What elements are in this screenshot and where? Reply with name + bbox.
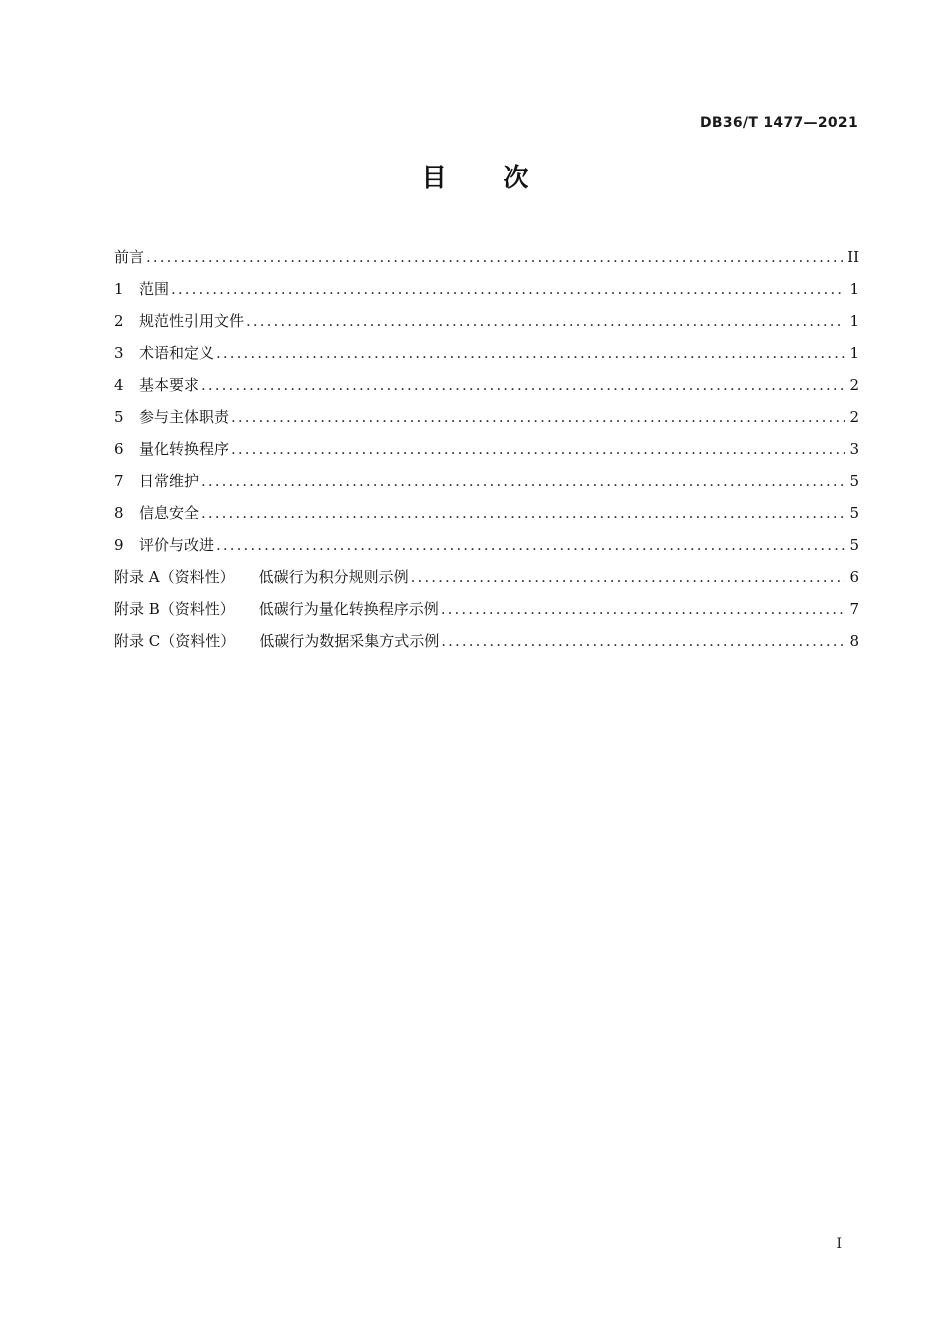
toc-entry-foreword[interactable] [114,245,859,277]
toc-dot-leader [246,309,845,333]
toc-appendix-prefix: 附录 A（资料性） [114,568,235,586]
toc-entry-label: 参与主体职责 [139,408,230,426]
toc-entry-label: 量化转换程序 [139,440,230,458]
toc-entry-appendix-a[interactable] [114,565,859,597]
toc-entry-page: 2 [849,376,859,394]
toc-entry-page: 6 [849,568,859,586]
toc-entry-label: 低碳行为积分规则示例 [258,568,409,586]
toc-entry-5[interactable] [114,405,859,437]
toc-dot-leader [171,277,845,301]
table-of-contents [114,245,859,661]
toc-entry-number: 8 [114,504,124,522]
toc-entry-label: 基本要求 [139,376,200,394]
toc-dot-leader [216,341,845,365]
toc-entry-label: 范围 [139,280,170,298]
toc-dot-leader [201,373,845,397]
toc-entry-number: 3 [114,344,124,362]
toc-entry-label: 低碳行为数据采集方式示例 [259,632,440,650]
toc-dot-leader [411,565,846,589]
toc-entry-number: 2 [114,312,124,330]
toc-entry-page: 1 [849,344,859,362]
toc-entry-page: 7 [849,600,859,618]
toc-appendix-prefix: 附录 B（资料性） [114,600,235,618]
toc-dot-leader [201,469,845,493]
toc-dot-leader [201,501,845,525]
toc-entry-label: 规范性引用文件 [139,312,245,330]
toc-entry-appendix-b[interactable] [114,597,859,629]
toc-entry-label: 前言 [114,248,145,266]
toc-entry-page: 2 [849,408,859,426]
toc-entry-8[interactable] [114,501,859,533]
document-code: DB36/T 1477—2021 [699,115,858,131]
toc-appendix-prefix: 附录 C（资料性） [114,632,236,650]
toc-dot-leader [441,629,845,653]
toc-entry-number: 4 [114,376,124,394]
toc-entry-number: 5 [114,408,124,426]
toc-entry-1[interactable] [114,277,859,309]
toc-dot-leader [146,245,843,269]
toc-entry-number: 6 [114,440,124,458]
toc-entry-page: 5 [849,504,859,522]
toc-dot-leader [231,437,845,461]
toc-dot-leader [441,597,846,621]
toc-dot-leader [231,405,845,429]
toc-entry-number: 7 [114,472,124,490]
toc-entry-page: II [847,248,859,266]
toc-entry-number: 9 [114,536,124,554]
toc-entry-page: 1 [849,312,859,330]
toc-entry-appendix-c[interactable] [114,629,859,661]
toc-entry-number: 1 [114,280,124,298]
toc-entry-label: 信息安全 [139,504,200,522]
toc-entry-9[interactable] [114,533,859,565]
toc-entry-label: 评价与改进 [139,536,215,554]
toc-entry-3[interactable] [114,341,859,373]
toc-entry-page: 1 [849,280,859,298]
page-number: I [836,1236,842,1252]
toc-dot-leader [216,533,845,557]
toc-entry-6[interactable] [114,437,859,469]
toc-entry-page: 8 [849,632,859,650]
page-title: 目 次 [421,163,529,192]
toc-entry-label: 低碳行为量化转换程序示例 [258,600,439,618]
toc-entry-page: 5 [849,536,859,554]
toc-entry-label: 术语和定义 [139,344,215,362]
toc-entry-4[interactable] [114,373,859,405]
toc-entry-7[interactable] [114,469,859,501]
toc-entry-page: 3 [849,440,859,458]
toc-entry-label: 日常维护 [139,472,200,490]
toc-entry-2[interactable] [114,309,859,341]
toc-entry-page: 5 [849,472,859,490]
